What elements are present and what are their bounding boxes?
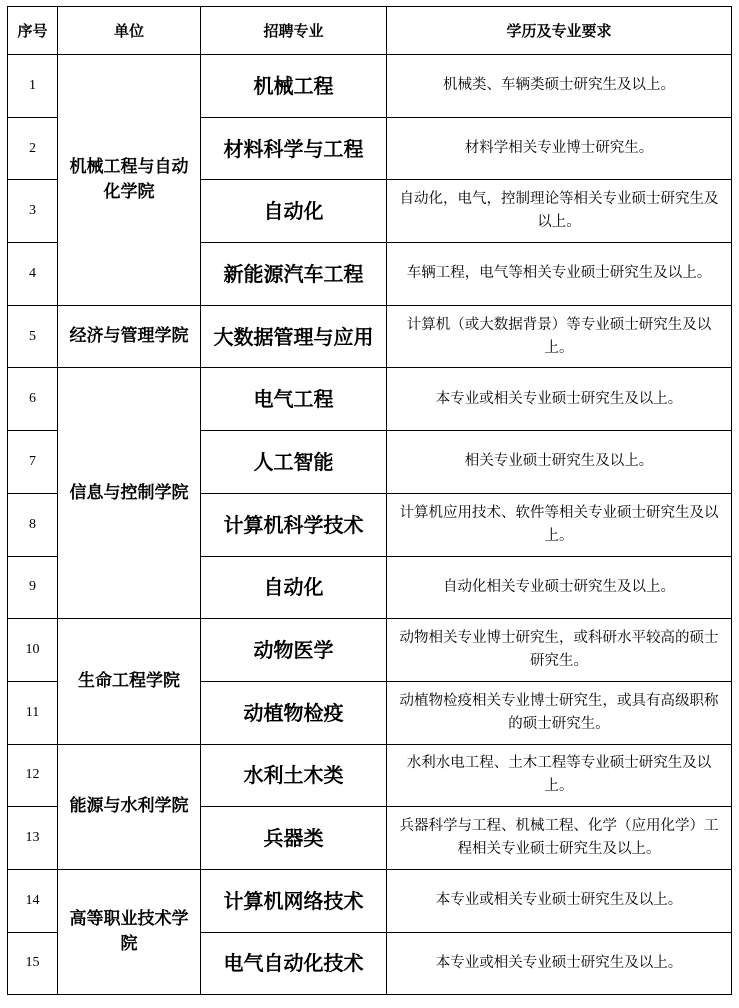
major-cell: 大数据管理与应用	[201, 305, 387, 368]
requirement-cell: 兵器科学与工程、机械工程、化学（应用化学）工程相关专业硕士研究生及以上。	[387, 807, 732, 870]
row-number: 5	[8, 305, 58, 368]
major-cell: 动物医学	[201, 619, 387, 682]
row-number: 15	[8, 932, 58, 995]
major-cell: 机械工程	[201, 55, 387, 118]
requirement-cell: 动植物检疫相关专业博士研究生，或具有高级职称的硕士研究生。	[387, 681, 732, 744]
unit-cell: 生命工程学院	[58, 619, 201, 744]
header-row	[8, 7, 732, 55]
requirement-cell: 计算机应用技术、软件等相关专业硕士研究生及以上。	[387, 493, 732, 556]
recruitment-table	[7, 6, 732, 995]
row-number: 13	[8, 807, 58, 870]
row-number: 11	[8, 681, 58, 744]
requirement-cell: 动物相关专业博士研究生，或科研水平较高的硕士研究生。	[387, 619, 732, 682]
requirement-cell: 本专业或相关专业硕士研究生及以上。	[387, 869, 732, 932]
major-cell: 电气自动化技术	[201, 932, 387, 995]
row-number: 10	[8, 619, 58, 682]
unit-cell: 信息与控制学院	[58, 368, 201, 619]
requirement-cell: 水利水电工程、土木工程等专业硕士研究生及以上。	[387, 744, 732, 807]
header-requirements: 学历及专业要求	[387, 7, 732, 55]
table-row	[8, 619, 732, 682]
requirement-cell: 自动化，电气，控制理论等相关专业硕士研究生及以上。	[387, 180, 732, 243]
row-number: 14	[8, 869, 58, 932]
row-number: 4	[8, 243, 58, 306]
requirement-cell: 车辆工程，电气等相关专业硕士研究生及以上。	[387, 243, 732, 306]
major-cell: 计算机网络技术	[201, 869, 387, 932]
row-number: 12	[8, 744, 58, 807]
major-cell: 人工智能	[201, 431, 387, 494]
row-number: 3	[8, 180, 58, 243]
table-row	[8, 55, 732, 118]
major-cell: 自动化	[201, 180, 387, 243]
major-cell: 电气工程	[201, 368, 387, 431]
major-cell: 兵器类	[201, 807, 387, 870]
requirement-cell: 本专业或相关专业硕士研究生及以上。	[387, 932, 732, 995]
row-number: 9	[8, 556, 58, 619]
requirement-cell: 机械类、车辆类硕士研究生及以上。	[387, 55, 732, 118]
unit-cell: 高等职业技术学院	[58, 869, 201, 994]
row-number: 1	[8, 55, 58, 118]
header-major: 招聘专业	[201, 7, 387, 55]
requirement-cell: 材料学相关专业博士研究生。	[387, 117, 732, 180]
requirement-cell: 自动化相关专业硕士研究生及以上。	[387, 556, 732, 619]
requirement-cell: 计算机（或大数据背景）等专业硕士研究生及以上。	[387, 305, 732, 368]
major-cell: 新能源汽车工程	[201, 243, 387, 306]
table-row	[8, 869, 732, 932]
requirement-cell: 本专业或相关专业硕士研究生及以上。	[387, 368, 732, 431]
row-number: 7	[8, 431, 58, 494]
table-row	[8, 305, 732, 368]
table-row	[8, 368, 732, 431]
table-row	[8, 744, 732, 807]
unit-cell: 机械工程与自动化学院	[58, 55, 201, 306]
major-cell: 动植物检疫	[201, 681, 387, 744]
requirement-cell: 相关专业硕士研究生及以上。	[387, 431, 732, 494]
unit-cell: 能源与水利学院	[58, 744, 201, 869]
major-cell: 材料科学与工程	[201, 117, 387, 180]
header-unit: 单位	[58, 7, 201, 55]
row-number: 6	[8, 368, 58, 431]
major-cell: 水利土木类	[201, 744, 387, 807]
unit-cell: 经济与管理学院	[58, 305, 201, 368]
header-no: 序号	[8, 7, 58, 55]
row-number: 8	[8, 493, 58, 556]
row-number: 2	[8, 117, 58, 180]
major-cell: 计算机科学技术	[201, 493, 387, 556]
major-cell: 自动化	[201, 556, 387, 619]
